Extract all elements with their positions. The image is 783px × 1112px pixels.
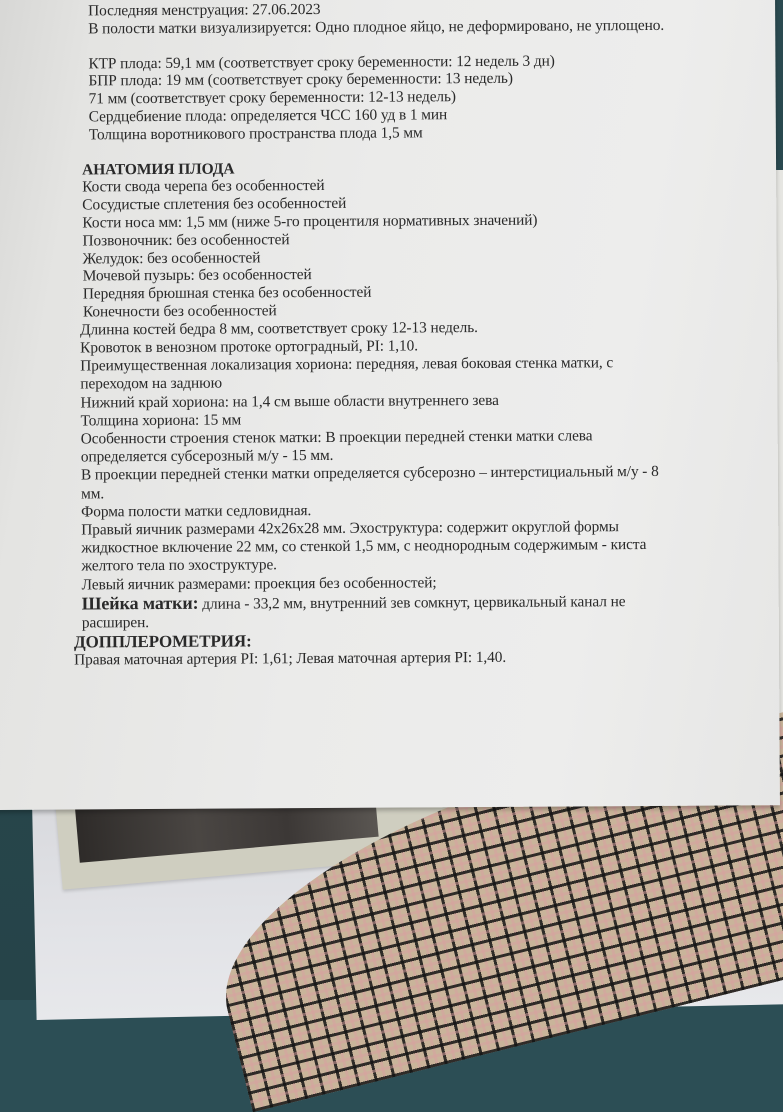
anatomy-section: [82, 157, 744, 321]
cervix-continuation: расширен.: [81, 614, 150, 632]
findings-line: Толщина хориона: 15 мм: [80, 411, 242, 430]
uterine-cavity-line: В полости матки визуализируется: Одно плодное яйцо, не деформировано, не уплощено.: [88, 16, 665, 38]
findings-section: [80, 317, 746, 594]
anatomy-heading: АНАТОМИЯ ПЛОДА: [82, 160, 235, 179]
findings-line: Форма полости матки седловидная.: [81, 501, 312, 521]
anatomy-line: Кости носа мм: 1,5 мм (ниже 5-го процентиля нормативных значений): [82, 211, 538, 232]
nuchal-translucency-line: Толщина воротникового пространства плода 1,5 мм: [88, 124, 423, 144]
findings-line: Особенности строения стенок матки: В проекции передней стенки матки слева: [80, 427, 593, 448]
crl-line: КТР плода: 59,1 мм (соответствует сроку беременности: 12 недель 3 дн): [88, 52, 555, 72]
anatomy-line: Передняя брюшная стенка без особенностей: [82, 283, 372, 303]
report-header: [88, 0, 742, 38]
findings-line: желтого тела по эхоструктуре.: [81, 556, 277, 575]
biometry-section: [88, 51, 743, 144]
findings-line: определяется субсерозный м/у - 15 мм.: [80, 447, 334, 466]
doppler-line: Правая маточная артерия PI: 1,61; Левая маточная артерия PI: 1,40.: [74, 648, 507, 669]
findings-line: Кровоток в венозном протоке ортоградный, PI: 1,10.: [80, 337, 419, 357]
heartbeat-line: Сердцебиение плода: определяется ЧСС 160 уд в 1 мин: [88, 106, 448, 126]
findings-line: Левый яичник размерами: проекция без особенностей;: [81, 573, 437, 594]
anatomy-line: Конечности без особенностей: [82, 302, 277, 321]
doppler-section: [74, 630, 746, 670]
findings-line: Преимущественная локализация хориона: передняя, левая боковая стенка матки, с: [80, 354, 614, 375]
bpd-line: БПР плода: 19 мм (соответствует сроку беременности: 13 недель): [88, 70, 513, 90]
measurement-line: 71 мм (соответствует сроку беременности: 12-13 недель): [88, 88, 456, 108]
last-menstruation-line: Последняя менструация: 27.06.2023: [88, 0, 321, 20]
findings-line: жидкостное включение 22 мм, со стенкой 1,5 мм, с неоднородным содержимым - киста: [81, 536, 647, 557]
findings-line: Нижний край хориона: на 1,4 см выше области внутреннего зева: [80, 391, 499, 412]
findings-line: мм.: [80, 484, 105, 503]
anatomy-line: Мочевой пузырь: без особенностей: [82, 266, 312, 285]
cervix-text: длина - 33,2 мм, внутренний зев сомкнут, цервикальный канал не: [198, 592, 626, 613]
anatomy-line: Позвоночник: без особенностей: [82, 230, 290, 250]
findings-line: переходом на заднюю: [80, 374, 222, 393]
report-body: [62, 0, 746, 669]
anatomy-line: Сосудистые сплетения без особенностей: [82, 194, 347, 214]
findings-line: Правый яичник размерами 42x26x28 мм. Эхоструктура: содержит округлой формы: [81, 518, 619, 539]
findings-line: В проекции передней стенки матки определяется субсерозно – интерстициальный м/у - 8: [80, 463, 659, 484]
anatomy-line: Кости свода черепа без особенностей: [82, 177, 325, 196]
findings-line: Длинна костей бедра 8 мм, соответствует сроку 12-13 недель.: [79, 318, 478, 339]
anatomy-line: Желудок: без особенностей: [82, 248, 261, 268]
cervix-section: [82, 590, 746, 632]
cervix-label: Шейка матки:: [81, 592, 199, 614]
doppler-heading: ДОППЛЕРОМЕТРИЯ:: [73, 631, 252, 652]
